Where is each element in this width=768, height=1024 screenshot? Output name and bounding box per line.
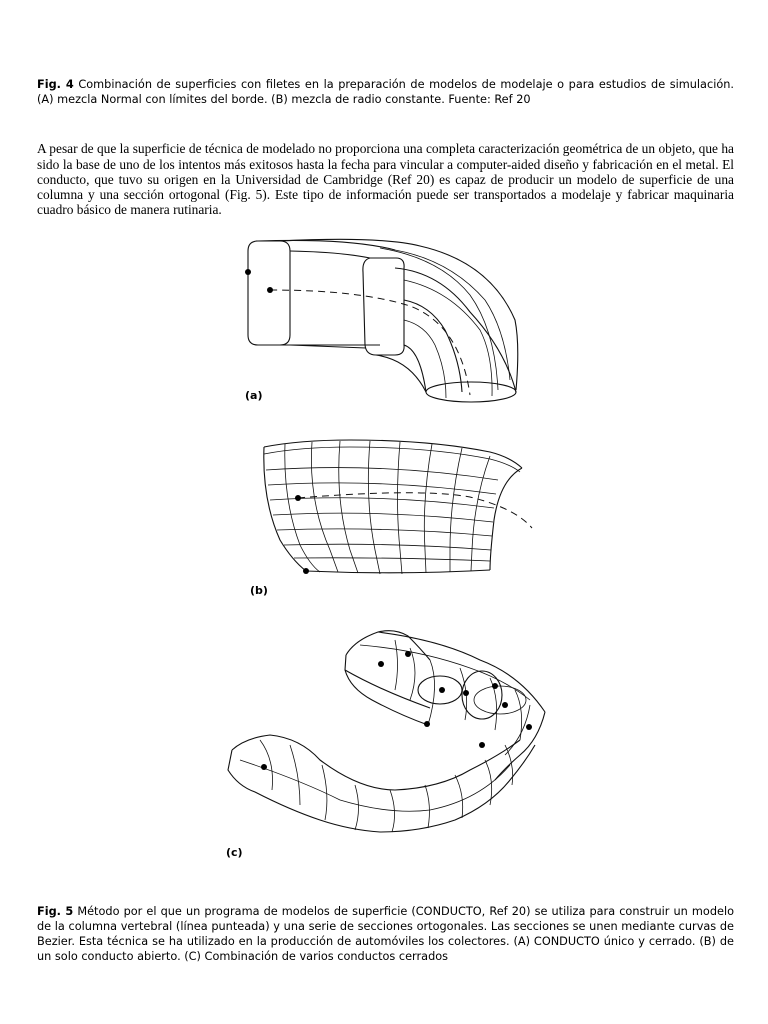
fig5-caption-text: Método por el que un programa de modelos de superficie (CONDUCTO, Ref 20) se utiliza para construir un modelo de la columna vertebral (línea punteada) y una serie de secciones ortogonales. Las secciones se unen mediante curvas de Bezier. Esta técnica se ha utilizado en la producción de automóviles los colectores. (A) CONDUCTO único y cerrado. (B) de un solo conducto abierto. (C) Combinación de varios conductos cerrados [37,905,734,964]
sublabel-c: (c) [226,846,243,859]
sublabel-b: (b) [250,584,268,597]
sublabel-a: (a) [245,389,263,402]
fig5-label: Fig. 5 [37,905,74,919]
fig4-caption-text: Combinación de superficies con filetes en la preparación de modelos de modelaje o para estudios de simulación. (A) mezcla Normal con límites del borde. (B) mezcla de radio constante. Fuente: Ref 20 [37,78,734,107]
fig4-label: Fig. 4 [37,78,74,92]
body-paragraph: A pesar de que la superficie de técnica de modelado no proporciona una completa caracterización geométrica de un objeto, que ha sido la base de uno de los intentos más exitosos hasta la fecha para vincular a computer-aided diseño y fabricación en el metal. El conducto, que tuvo su origen en la Universidad de Cambridge (Ref 20) es capaz de producir un modelo de superficie de una columna y una sección ortogonal (Fig. 5). Este tipo de información puede ser transportados a modelaje y fabricar maquinaria cuadro básico de manera rutinaria. [37,141,734,218]
fig5-caption [37,904,734,964]
